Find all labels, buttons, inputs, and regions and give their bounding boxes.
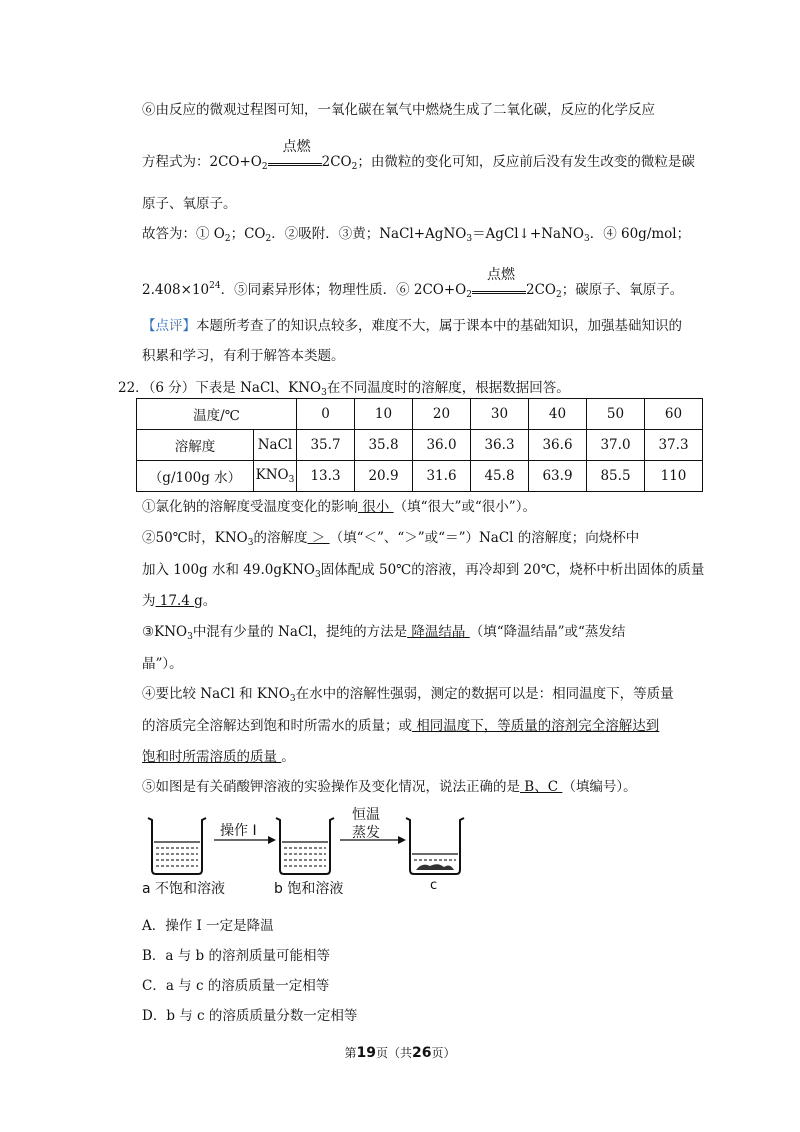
table-header: （g/100g 水）: [137, 461, 254, 492]
table-row: [137, 430, 703, 461]
table-cell: 63.9: [529, 461, 587, 492]
question-line: [142, 747, 295, 767]
table-cell: 45.8: [471, 461, 529, 492]
text: ；碳原子、氧原子。: [561, 282, 684, 298]
table-cell: 36.3: [471, 430, 529, 461]
question-line: [142, 497, 536, 517]
subscript: 2: [265, 234, 272, 244]
text: 方程式为：2CO+O: [142, 154, 262, 170]
table-header: 溶解度: [137, 430, 254, 461]
text: 2CO: [321, 154, 352, 170]
subscript: 2: [224, 234, 231, 244]
subscript: 2: [261, 162, 268, 172]
text: （填编号）。: [562, 779, 637, 795]
subscript: 3: [583, 234, 590, 244]
question-line: [142, 622, 625, 647]
table-cell: 37.3: [645, 430, 703, 461]
table-cell: 110: [645, 461, 703, 492]
subscript: 3: [321, 388, 327, 398]
beaker-figure: [140, 807, 470, 902]
text: （填“很大”或“很小”）。: [393, 499, 536, 515]
beaker-label: a 不饱和溶液: [142, 881, 226, 897]
text: ④要比较 NaCl 和 KNO: [142, 686, 290, 702]
question-line: [142, 684, 674, 709]
table-row: [137, 399, 703, 430]
equation-line: [142, 138, 695, 177]
text: 在水中的溶解性强弱，测定的数据可以是：相同温度下，等质量: [295, 686, 674, 702]
table-cell: 50: [587, 399, 645, 430]
table-cell: 85.5: [587, 461, 645, 492]
answer-line: [142, 266, 684, 305]
condition-label: 点燃: [282, 138, 311, 155]
text: 本题所考查了的知识点较多，难度不大，属于课本中的基础知识，加强基础知识的: [196, 318, 682, 334]
comment-line: 积累和学习，有利于解答本类题。: [142, 348, 345, 364]
subscript: 3: [187, 632, 193, 642]
table-header: NaCl: [254, 430, 297, 461]
text: ③KNO: [142, 624, 188, 640]
subscript: 2: [466, 290, 472, 300]
text: （填“＜”、“＞”或“＝”）NaCl 的溶解度；向烧杯中: [329, 530, 640, 546]
text: 的溶解度: [253, 530, 308, 546]
table-cell: 36.6: [529, 430, 587, 461]
beaker-label: b 饱和溶液: [274, 881, 344, 897]
text: ⑤如图是有关硝酸钾溶液的实验操作及变化情况，说法正确的是: [142, 779, 520, 795]
superscript: 24: [209, 281, 221, 291]
reaction-condition: [268, 138, 322, 173]
subscript: 2: [351, 162, 358, 172]
answer-blank: 17.4: [155, 593, 195, 609]
text: 22．（6 分）下表是 NaCl、KNO: [118, 380, 322, 396]
question-line: [142, 560, 704, 585]
solubility-table: [136, 398, 703, 492]
table-cell: 37.0: [587, 430, 645, 461]
answer-blank: ＞: [307, 530, 330, 546]
question-line: 晶”）。: [142, 656, 183, 672]
answer-blank: 饱和时所需溶质的质量: [142, 749, 282, 765]
question-line: [142, 591, 216, 611]
question-line: [142, 777, 637, 797]
text: 的溶质完全溶解达到饱和时所需水的质量；或: [142, 718, 412, 734]
condition-label: 点燃: [486, 266, 515, 283]
text: 第: [344, 1046, 357, 1060]
beaker-label: c: [430, 878, 438, 893]
comment-line: [142, 316, 682, 336]
text: ．⑤同素异形体；物理性质．⑥ 2CO+O: [220, 282, 467, 298]
table-cell: 31.6: [413, 461, 471, 492]
beaker-c-icon: [406, 818, 464, 874]
table-header: 温度/℃: [137, 399, 297, 430]
table-header: [254, 461, 297, 492]
question-line: [142, 528, 639, 553]
text: ；由微粒的变化可知，反应前后没有发生改变的微粒是碳: [357, 154, 695, 170]
text: ．②吸附．③黄；NaCl+AgNO: [271, 226, 467, 242]
table-cell: 10: [355, 399, 413, 430]
text-line: 原子、氧原子。: [142, 196, 237, 212]
answer-blank: 降温结晶: [407, 624, 470, 640]
answer-blank: 相同温度下，等质量的溶剂完全溶解达到: [412, 718, 660, 734]
option-b: B．a 与 b 的溶剂质量可能相等: [142, 948, 330, 964]
text: 固体配成 50℃的溶液，再冷却到 20℃，烧杯中析出固体的质量: [320, 562, 705, 578]
operation-label: 蒸发: [352, 825, 380, 841]
table-row: [137, 461, 703, 492]
subscript: 2: [555, 290, 562, 300]
text: 页（共: [375, 1046, 412, 1060]
operation-label: 恒温: [352, 807, 380, 823]
text: 故答为：① O: [142, 226, 225, 242]
text: 为: [142, 593, 156, 609]
option-c: C．a 与 c 的溶质质量一定相等: [142, 978, 330, 994]
text: ①氯化钠的溶解度受温度变化的影响: [142, 499, 358, 515]
subscript: 3: [247, 538, 254, 548]
beaker-a-icon: [148, 818, 206, 874]
reaction-condition: [472, 266, 526, 301]
answer-blank: 很小: [358, 499, 394, 515]
text: ②50℃时，KNO: [142, 530, 248, 546]
option-a: A．操作 I 一定是降温: [142, 918, 274, 934]
subscript: 3: [314, 570, 321, 580]
text: ＝AgCl↓+NaNO: [472, 226, 584, 242]
text: 2CO: [525, 282, 556, 298]
answer-line: [142, 224, 690, 249]
text-line: ⑥由反应的微观过程图可知，一氧化碳在氧气中燃烧生成了二氧化碳，反应的化学反应: [142, 102, 655, 118]
subscript: 3: [288, 475, 295, 485]
table-cell: 60: [645, 399, 703, 430]
operation-label: 操作 I: [220, 823, 257, 839]
text: ．④ 60g/mol；: [589, 226, 691, 242]
text: 在不同温度时的溶解度，根据数据回答。: [326, 380, 570, 396]
table-cell: 13.3: [297, 461, 355, 492]
subscript: 3: [289, 694, 296, 704]
text: 加入 100g 水和 49.0gKNO: [142, 562, 315, 578]
table-cell: 0: [297, 399, 355, 430]
table-cell: 35.7: [297, 430, 355, 461]
text: ；CO: [230, 226, 266, 242]
text: 中混有少量的 NaCl，提纯的方法是: [192, 624, 408, 640]
table-cell: 36.0: [413, 430, 471, 461]
text: KNO: [255, 467, 289, 483]
beaker-b-icon: [276, 818, 334, 874]
table-cell: 20.9: [355, 461, 413, 492]
table-cell: 40: [529, 399, 587, 430]
text: 。: [281, 749, 295, 765]
table-cell: 20: [413, 399, 471, 430]
page-footer: [0, 1044, 800, 1061]
text: 2.408×10: [142, 282, 210, 298]
page-number: 19: [356, 1045, 376, 1061]
answer-blank: B、C: [520, 779, 563, 795]
table-cell: 30: [471, 399, 529, 430]
text: 页）: [431, 1046, 456, 1060]
question-line: [142, 716, 659, 736]
comment-tag: 【点评】: [142, 318, 196, 334]
page-total: 26: [412, 1045, 432, 1061]
table-cell: 35.8: [355, 430, 413, 461]
text: g。: [194, 593, 217, 609]
option-d: D．b 与 c 的溶质质量分数一定相等: [142, 1008, 358, 1024]
subscript: 3: [466, 234, 473, 244]
text: （填“降温结晶”或“蒸发结: [469, 624, 626, 640]
